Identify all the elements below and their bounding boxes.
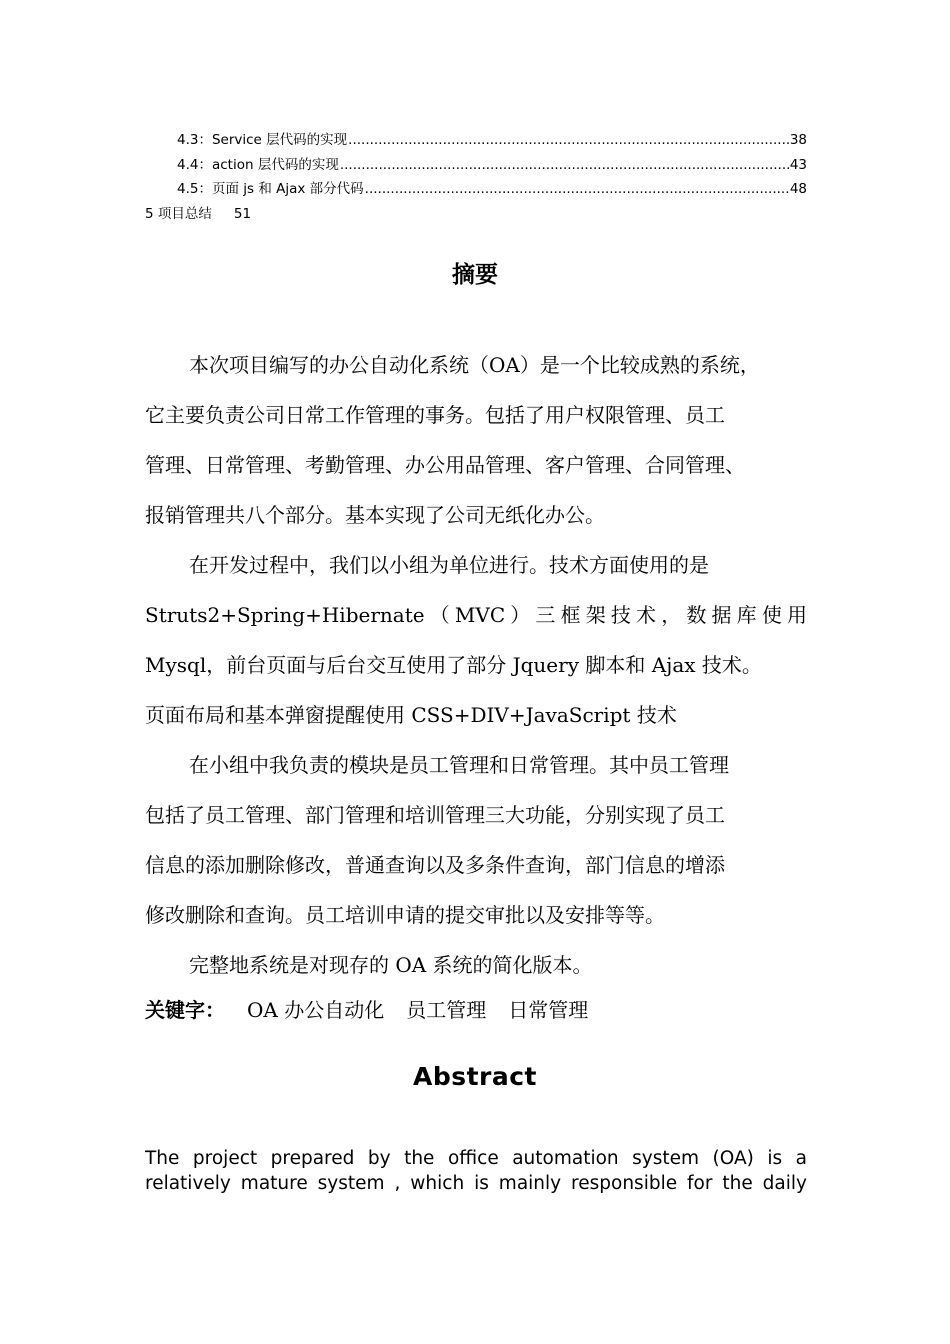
abstract-cn-line: 包括了员工管理、部门管理和培训管理三大功能，分别实现了员工: [145, 803, 725, 827]
toc-entry-page: 48: [789, 181, 807, 197]
keyword: 日常管理: [508, 998, 589, 1022]
toc-entry-title: 4.4：action 层代码的实现: [177, 156, 339, 173]
abstract-cn-heading: 摘要: [452, 262, 498, 288]
abstract-cn-line: 管理、日常管理、考勤管理、办公用品管理、客户管理、合同管理、: [145, 453, 745, 477]
abstract-cn-line: 在开发过程中，我们以小组为单位进行。技术方面使用的是: [189, 553, 709, 577]
toc-leader-dots: [365, 181, 789, 197]
toc-entry-title: 4.5：页面 js 和 Ajax 部分代码: [177, 181, 364, 197]
toc-entry-title: 4.3：Service 层代码的实现: [177, 132, 348, 148]
toc-entry-4-3[interactable]: [145, 128, 807, 153]
abstract-en-body: [145, 1146, 807, 1196]
keyword: 员工管理: [406, 998, 487, 1022]
table-of-contents: [145, 128, 807, 226]
abstract-cn-line: 本次项目编写的办公自动化系统（OA）是一个比较成熟的系统，: [189, 353, 760, 377]
abstract-cn-line: Mysql，前台页面与后台交互使用了部分 Jquery 脚本和 Ajax 技术。: [145, 653, 762, 677]
abstract-cn-line: Struts2+Spring+Hibernate（MVC）三框架技术，数据库使用: [145, 603, 807, 627]
abstract-cn-line: 修改删除和查询。员工培训申请的提交审批以及安排等等。: [145, 903, 665, 927]
toc-entry-4-4[interactable]: [145, 153, 807, 178]
toc-entry-page: 43: [789, 156, 807, 173]
abstract-cn-line: 完整地系统是对现存的 OA 系统的简化版本。: [189, 953, 593, 977]
toc-entry-5[interactable]: [145, 202, 807, 227]
keyword: OA 办公自动化: [247, 998, 385, 1022]
toc-entry-page: 38: [789, 132, 807, 148]
toc-leader-dots: [348, 132, 789, 148]
keywords-row: [145, 985, 588, 1035]
abstract-en-line: The project prepared by the office automation system (OA) is a: [145, 1148, 807, 1169]
abstract-cn-line: 信息的添加删除修改，普通查询以及多条件查询，部门信息的增添: [145, 853, 725, 877]
keywords-label: 关键字：: [145, 998, 225, 1022]
toc-leader-dots: [340, 157, 789, 173]
abstract-en-line: relatively mature system , which is mainly responsible for the daily: [145, 1173, 807, 1194]
toc-entry-page: 51: [233, 205, 252, 222]
abstract-cn-line: 页面布局和基本弹窗提醒使用 CSS+DIV+JavaScript 技术: [145, 703, 677, 727]
toc-entry-title: 5 项目总结: [145, 205, 212, 222]
abstract-cn-line: 在小组中我负责的模块是员工管理和日常管理。其中员工管理: [189, 753, 729, 777]
abstract-en-heading: Abstract: [412, 1062, 538, 1091]
abstract-cn-body: [145, 340, 807, 990]
abstract-cn-line: 它主要负责公司日常工作管理的事务。包括了用户权限管理、员工: [145, 403, 725, 427]
toc-entry-4-5[interactable]: [145, 177, 807, 202]
abstract-cn-line: 报销管理共八个部分。基本实现了公司无纸化办公。: [145, 503, 605, 527]
